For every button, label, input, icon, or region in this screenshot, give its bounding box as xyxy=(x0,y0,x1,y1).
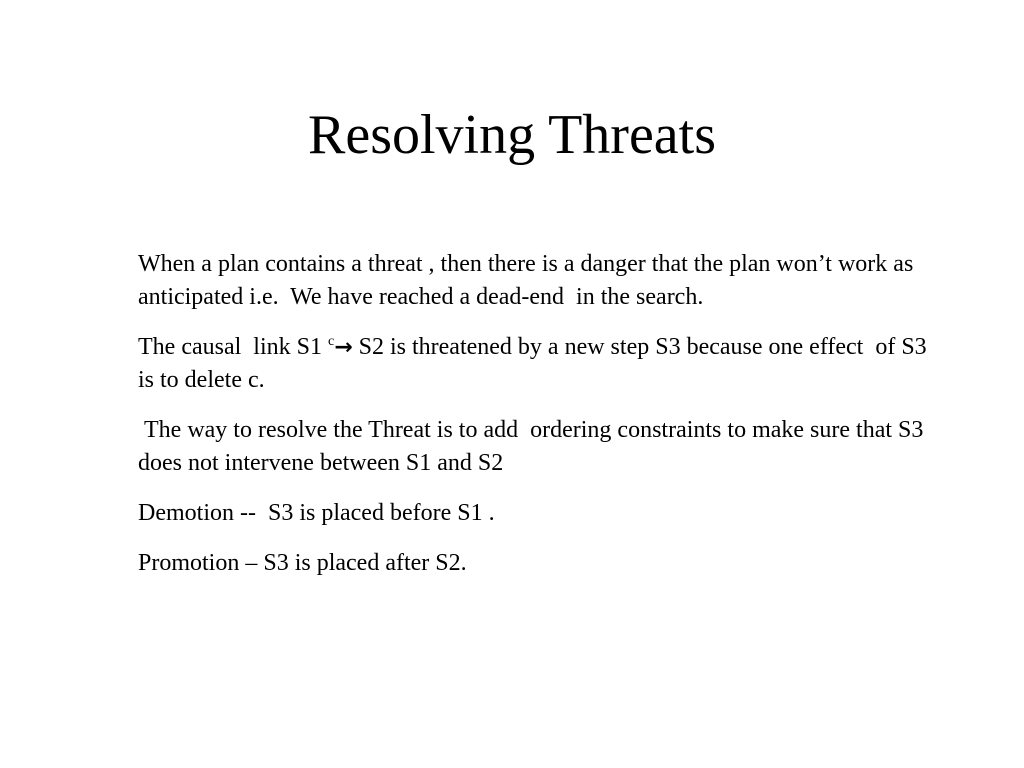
paragraph-promotion: Promotion – S3 is placed after S2. xyxy=(138,550,467,576)
paragraph-demotion: Demotion -- S3 is placed before S1 . xyxy=(138,500,495,526)
paragraph-causal-link xyxy=(138,331,948,397)
causal-link-text-after: S2 is threatened by a new step S3 because one effect of S3 is to delete c. xyxy=(138,334,933,393)
causal-link-superscript: c xyxy=(327,334,335,349)
paragraph-threat-definition: When a plan contains a threat , then there is a danger that the plan won’t work as anticipated i.e. We have reached a dead-end in the search. xyxy=(138,251,920,310)
slide-title: Resolving Threats xyxy=(307,104,717,166)
right-arrow-icon: → xyxy=(334,335,353,360)
causal-link-text-before: The causal link S1 xyxy=(138,334,328,360)
paragraph-resolution: The way to resolve the Threat is to add ordering constraints to make sure that S3 does not intervene between S1 and S2 xyxy=(138,417,930,476)
slide-body xyxy=(138,248,948,597)
